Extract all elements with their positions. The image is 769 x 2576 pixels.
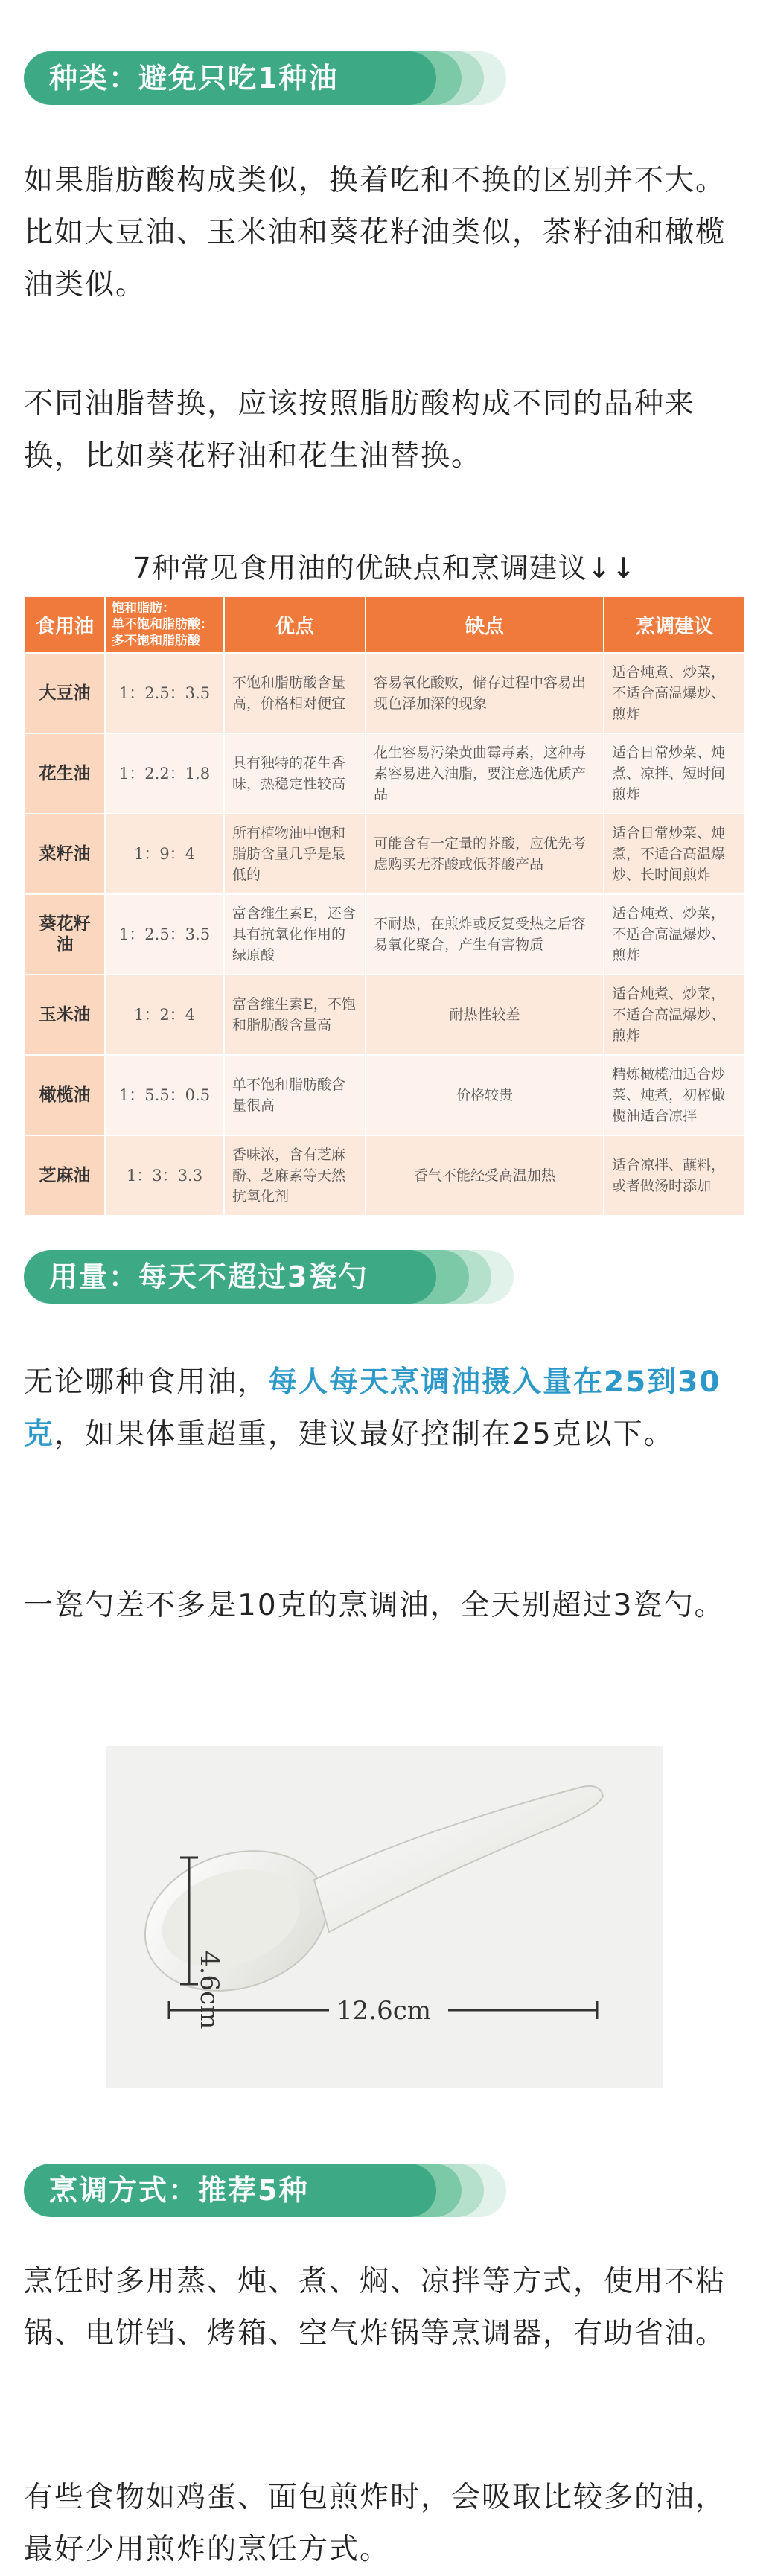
paragraph: 烹饪时多用蒸、炖、煮、焖、凉拌等方式，使用不粘锅、电饼铛、烤箱、空气炸锅等烹调器，有助省油。 — [24, 2265, 727, 2350]
header-pros: 优点 — [224, 596, 366, 653]
fat-ratio: 1：2.5：3.5 — [105, 894, 224, 975]
oil-advice: 适合炖煮、炒菜，不适合高温爆炒、煎炸 — [604, 653, 745, 733]
section-header-cooking-methods — [0, 2153, 521, 2228]
spoon-illustration — [106, 1746, 663, 2088]
oil-comparison-table — [24, 596, 746, 1217]
oil-cons: 可能含有一定量的芥酸，应优先考虑购买无芥酸或低芥酸产品 — [366, 814, 604, 894]
table-row — [25, 653, 745, 733]
oil-advice: 适合炖煮、炒菜，不适合高温爆炒、煎炸 — [604, 975, 745, 1055]
oil-cons: 价格较贵 — [366, 1055, 604, 1135]
oil-pros: 富含维生素E，还含具有抗氧化作用的绿原酸 — [224, 894, 366, 975]
header-ratio-line: 多不饱和脂肪酸 — [112, 634, 200, 648]
fat-ratio: 1：9：4 — [105, 814, 224, 894]
oil-pros: 香味浓，含有芝麻酚、芝麻素等天然抗氧化剂 — [224, 1135, 366, 1216]
section-header-types — [0, 41, 521, 115]
section-title: 种类：避免只吃1种油 — [24, 51, 436, 105]
table-header-row — [25, 596, 745, 653]
oil-name: 大豆油 — [25, 653, 105, 733]
paragraph: 如果脂肪酸构成类似，换着吃和不换的区别并不大。比如大豆油、玉米油和葵花籽油类似，茶籽油和橄榄油类似。 — [24, 164, 727, 302]
oil-name: 花生油 — [25, 733, 105, 814]
spoon-length-label: 12.6cm — [336, 1996, 431, 2026]
oil-name: 玉米油 — [25, 975, 105, 1055]
highlight-text: 每人每天烹调油摄入量在25到30克 — [24, 1365, 721, 1451]
header-ratio — [105, 596, 224, 653]
fat-ratio: 1：2.5：3.5 — [105, 653, 224, 733]
paragraph — [24, 1356, 746, 1461]
header-cons: 缺点 — [366, 596, 604, 653]
header-advice: 烹调建议 — [604, 596, 745, 653]
oil-pros: 富含维生素E，不饱和脂肪酸含量高 — [224, 975, 366, 1055]
header-oil: 食用油 — [25, 596, 105, 653]
oil-pros: 所有植物油中饱和脂肪含量几乎是最低的 — [224, 814, 366, 894]
oil-cons: 耐热性较差 — [366, 975, 604, 1055]
oil-pros: 不饱和脂肪酸含量高，价格相对便宜 — [224, 653, 366, 733]
table-caption: 7种常见食用油的优缺点和烹调建议↓↓ — [133, 552, 636, 584]
oil-cons: 容易氧化酸败，储存过程中容易出现色泽加深的现象 — [366, 653, 604, 733]
fat-ratio: 1：5.5：0.5 — [105, 1055, 224, 1135]
spoon-height-label: 4.6cm — [194, 1951, 224, 2030]
oil-advice: 适合日常炒菜、炖煮，不适合高温爆炒、长时间煎炸 — [604, 814, 745, 894]
oil-cons: 不耐热，在煎炸或反复受热之后容易氧化聚合，产生有害物质 — [366, 894, 604, 975]
text-segment: 无论哪种食用油， — [24, 1365, 269, 1399]
oil-advice: 适合炖煮、炒菜，不适合高温爆炒、煎炸 — [604, 894, 745, 975]
section-header-amount — [0, 1240, 521, 1314]
oil-name: 葵花籽油 — [25, 894, 105, 975]
oil-cons: 花生容易污染黄曲霉毒素，这种毒素容易进入油脂，要注意选优质产品 — [366, 733, 604, 814]
paragraph: 一瓷勺差不多是10克的烹调油，全天别超过3瓷勺。 — [24, 1589, 725, 1622]
oil-advice: 精炼橄榄油适合炒菜、炖煮，初榨橄榄油适合凉拌 — [604, 1055, 745, 1135]
section-title: 用量：每天不超过3瓷勺 — [24, 1250, 436, 1304]
table-row — [25, 975, 745, 1055]
oil-cons: 香气不能经受高温加热 — [366, 1135, 604, 1216]
fat-ratio: 1：3：3.3 — [105, 1135, 224, 1216]
oil-advice: 适合凉拌、蘸料，或者做汤时添加 — [604, 1135, 745, 1216]
paragraph: 不同油脂替换，应该按照脂肪酸构成不同的品种来换，比如葵花籽油和花生油替换。 — [24, 387, 696, 473]
oil-pros: 具有独特的花生香味，热稳定性较高 — [224, 733, 366, 814]
paragraph: 有些食物如鸡蛋、面包煎炸时，会吸取比较多的油，最好少用煎炸的烹饪方式。 — [24, 2481, 727, 2566]
table-row — [25, 814, 745, 894]
header-ratio-line: 单不饱和脂肪酸： — [112, 617, 213, 632]
section-title: 烹调方式：推荐5种 — [24, 2164, 436, 2217]
spoon-image — [106, 1746, 663, 2088]
oil-advice: 适合日常炒菜、炖煮、凉拌、短时间煎炸 — [604, 733, 745, 814]
table-row — [25, 1055, 745, 1135]
oil-name: 芝麻油 — [25, 1135, 105, 1216]
oil-pros: 单不饱和脂肪酸含量很高 — [224, 1055, 366, 1135]
text-segment: ，如果体重超重，建议最好控制在25克以下。 — [54, 1418, 674, 1451]
oil-name: 菜籽油 — [25, 814, 105, 894]
fat-ratio: 1：2.2：1.8 — [105, 733, 224, 814]
table-row — [25, 1135, 745, 1216]
table-row — [25, 894, 745, 975]
oil-name: 橄榄油 — [25, 1055, 105, 1135]
fat-ratio: 1：2：4 — [105, 975, 224, 1055]
header-ratio-line: 饱和脂肪： — [112, 601, 175, 616]
table-row — [25, 733, 745, 814]
